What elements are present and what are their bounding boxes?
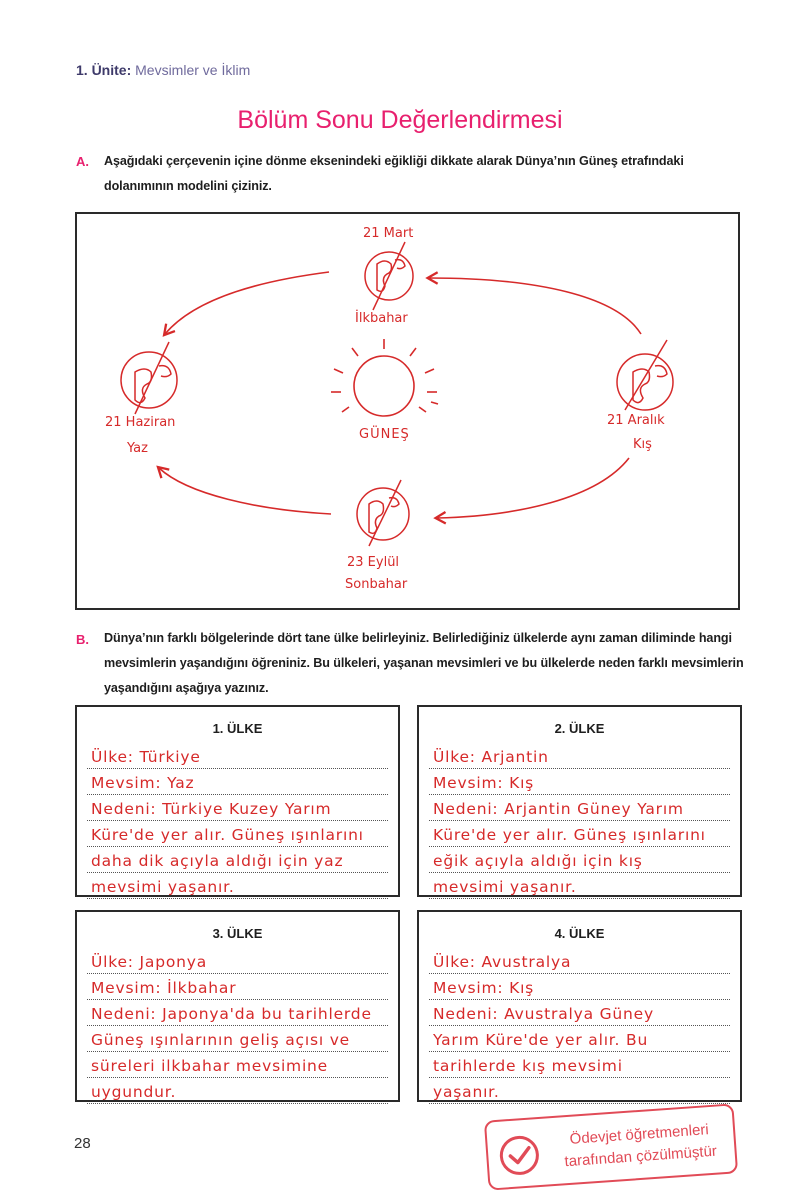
check-circle-icon bbox=[497, 1133, 542, 1178]
answer-line: Güneş ışınlarının geliş açısı ve bbox=[87, 1026, 388, 1052]
card-title: 4. ÜLKE bbox=[554, 926, 605, 941]
answer-line: Ülke: Türkiye bbox=[87, 743, 388, 769]
label-bottom-season: Sonbahar bbox=[345, 577, 408, 592]
answer-line: Nedeni: Japonya'da bu tarihlerde bbox=[87, 1000, 388, 1026]
card-title: 3. ÜLKE bbox=[212, 926, 263, 941]
answer-line: Küre'de yer alır. Güneş ışınlarını bbox=[87, 821, 388, 847]
solved-stamp bbox=[484, 1103, 738, 1190]
answer-line: uygundur. bbox=[87, 1078, 388, 1104]
answer-line: Ülke: Japonya bbox=[87, 948, 388, 974]
answer-line: süreleri ilkbahar mevsimine bbox=[87, 1052, 388, 1078]
answer-line: Ülke: Arjantin bbox=[429, 743, 730, 769]
country-card-4 bbox=[417, 910, 742, 1102]
answer-line: mevsimi yaşanır. bbox=[429, 873, 730, 899]
page-title: Bölüm Sonu Değerlendirmesi bbox=[237, 106, 563, 134]
unit-topic: Mevsimler ve İklim bbox=[135, 62, 251, 78]
label-top-season: İlkbahar bbox=[355, 311, 408, 326]
stamp-text bbox=[549, 1118, 732, 1174]
page-number: 28 bbox=[74, 1135, 91, 1152]
question-a-text: Aşağıdaki çerçevenin içine dönme eksenindeki eğikliği dikkate alarak Dünya’nın Güneş etrafındaki dolanımının modelini çiziniz. bbox=[104, 154, 684, 193]
label-top-date: 21 Mart bbox=[363, 226, 414, 241]
country-card-2 bbox=[417, 705, 742, 897]
answer-line: daha dik açıyla aldığı için yaz bbox=[87, 847, 388, 873]
stamp-line-1: Ödevjet öğretmenleri bbox=[569, 1121, 710, 1148]
question-a-letter: A. bbox=[76, 154, 89, 169]
country-card-1 bbox=[75, 705, 400, 897]
answer-line: Mevsim: Kış bbox=[429, 769, 730, 795]
diagram-frame bbox=[75, 212, 740, 610]
answer-line: Nedeni: Avustralya Güney bbox=[429, 1000, 730, 1026]
answer-line: Mevsim: İlkbahar bbox=[87, 974, 388, 1000]
label-sun: GÜNEŞ bbox=[359, 427, 410, 442]
earth-left bbox=[121, 342, 177, 414]
earth-right bbox=[617, 340, 673, 410]
stamp-line-2: tarafından çözülmüştür bbox=[564, 1142, 718, 1171]
answer-line: yaşanır. bbox=[429, 1078, 730, 1104]
orbit-arrow-top-right bbox=[429, 278, 641, 334]
answer-line: mevsimi yaşanır. bbox=[87, 873, 388, 899]
orbit-arrow-top-left bbox=[165, 272, 329, 334]
question-b-letter: B. bbox=[76, 632, 89, 647]
label-left-season: Yaz bbox=[127, 441, 148, 456]
label-bottom-date: 23 Eylül bbox=[347, 555, 400, 570]
label-right-date: 21 Aralık bbox=[607, 413, 665, 428]
answer-line: eğik açıyla aldığı için kış bbox=[429, 847, 730, 873]
answer-line: Mevsim: Yaz bbox=[87, 769, 388, 795]
answer-line: Nedeni: Türkiye Kuzey Yarım bbox=[87, 795, 388, 821]
unit-header bbox=[76, 62, 250, 78]
answer-line: Mevsim: Kış bbox=[429, 974, 730, 1000]
orbit-arrow-bottom-right bbox=[437, 458, 629, 518]
orbit-arrow-bottom-left bbox=[159, 468, 331, 514]
country-card-3 bbox=[75, 910, 400, 1102]
earth-bottom bbox=[357, 480, 409, 546]
unit-number: 1. Ünite: bbox=[76, 62, 132, 78]
sun bbox=[331, 339, 438, 416]
card-title: 2. ÜLKE bbox=[554, 721, 605, 736]
card-title: 1. ÜLKE bbox=[212, 721, 263, 736]
label-left-date: 21 Haziran bbox=[105, 415, 176, 430]
answer-line: Küre'de yer alır. Güneş ışınlarını bbox=[429, 821, 730, 847]
answer-line: Ülke: Avustralya bbox=[429, 948, 730, 974]
label-right-season: Kış bbox=[633, 437, 652, 452]
orbit-diagram bbox=[77, 214, 738, 608]
answer-line: Nedeni: Arjantin Güney Yarım bbox=[429, 795, 730, 821]
answer-line: tarihlerde kış mevsimi bbox=[429, 1052, 730, 1078]
earth-top bbox=[365, 242, 413, 310]
answer-line: Yarım Küre'de yer alır. Bu bbox=[429, 1026, 730, 1052]
question-b-text: Dünya’nın farklı bölgelerinde dört tane ülke belirleyiniz. Belirlediğiniz ülkelerde aynı zaman diliminde hangi mevsimlerin yaşandığını öğreniniz. Bu ülkeleri, yaşanan mevsimleri ve bu ülkelerde neden farklı mevsimlerin yaşandığını aşağıya yazınız. bbox=[104, 631, 744, 695]
